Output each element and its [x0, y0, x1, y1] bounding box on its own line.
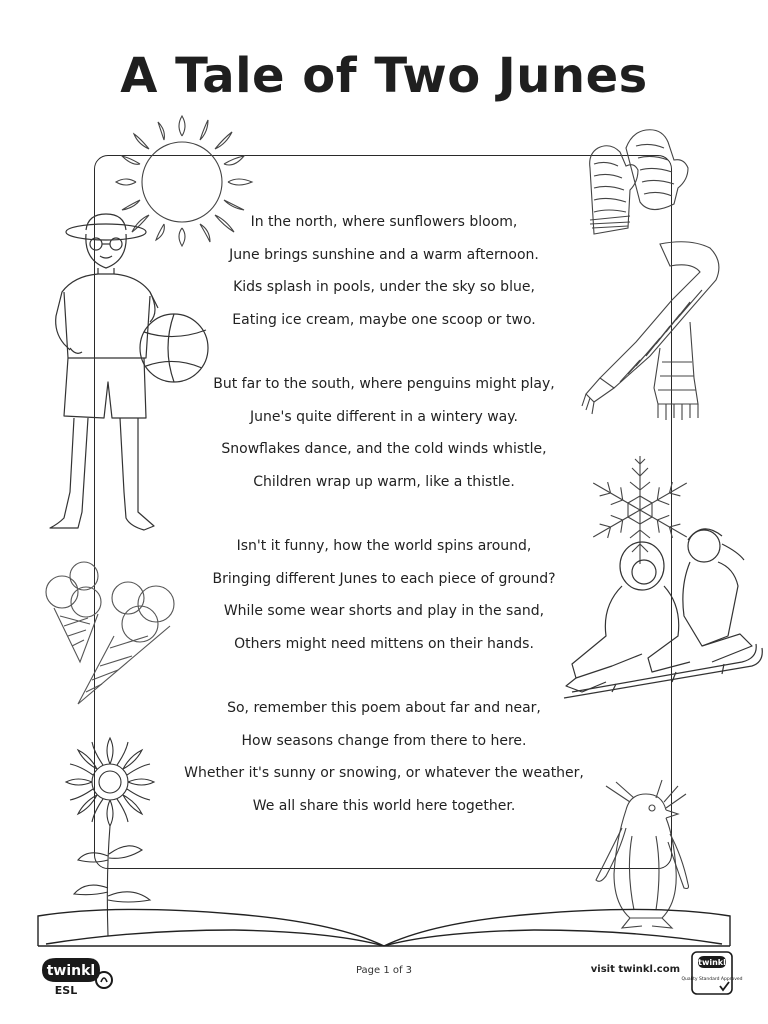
page-title: A Tale of Two Junes	[120, 48, 648, 104]
poem-line: June's quite different in a wintery way.	[249, 408, 518, 425]
badge-sub: Quality Standard Approved	[681, 977, 743, 982]
stanza	[120, 532, 648, 662]
open-book-icon	[34, 900, 734, 950]
poem-line: Bringing different Junes to each piece of ground?	[212, 570, 556, 587]
poem-line: Snowflakes dance, and the cold winds whistle,	[221, 441, 547, 457]
poem-line: Children wrap up warm, like a thistle.	[253, 473, 515, 490]
poem-line: Kids splash in pools, under the sky so blue,	[233, 279, 535, 295]
page-number: Page 1 of 3	[355, 965, 413, 976]
poem-line: We all share this world here together.	[252, 797, 516, 814]
poem-line: Eating ice cream, maybe one scoop or two.	[232, 311, 536, 328]
poem-line: Others might need mittens on their hands.	[234, 635, 534, 652]
logo-left-sub: ESL	[54, 984, 78, 997]
poem-line: But far to the south, where penguins might play,	[213, 376, 555, 392]
poem	[120, 208, 648, 824]
stanza	[120, 208, 648, 338]
poem-line: Whether it's sunny or snowing, or whatever the weather,	[184, 765, 584, 781]
visit-link[interactable]: visit twinkl.com	[590, 964, 680, 975]
quality-badge-icon	[681, 950, 743, 996]
poem-line: How seasons change from there to here.	[241, 732, 527, 749]
stanza	[120, 370, 648, 500]
poem-line: While some wear shorts and play in the sand,	[223, 603, 545, 619]
badge-text: twinkl	[698, 958, 726, 967]
poem-line: Isn't it funny, how the world spins around,	[236, 538, 532, 554]
poem-line: June brings sunshine and a warm afternoon.	[229, 246, 539, 263]
poem-line: In the north, where sunflowers bloom,	[250, 214, 518, 230]
stanza	[120, 694, 648, 824]
logo-left-text: twinkl	[46, 963, 96, 979]
poem-line: So, remember this poem about far and near,	[227, 700, 541, 716]
